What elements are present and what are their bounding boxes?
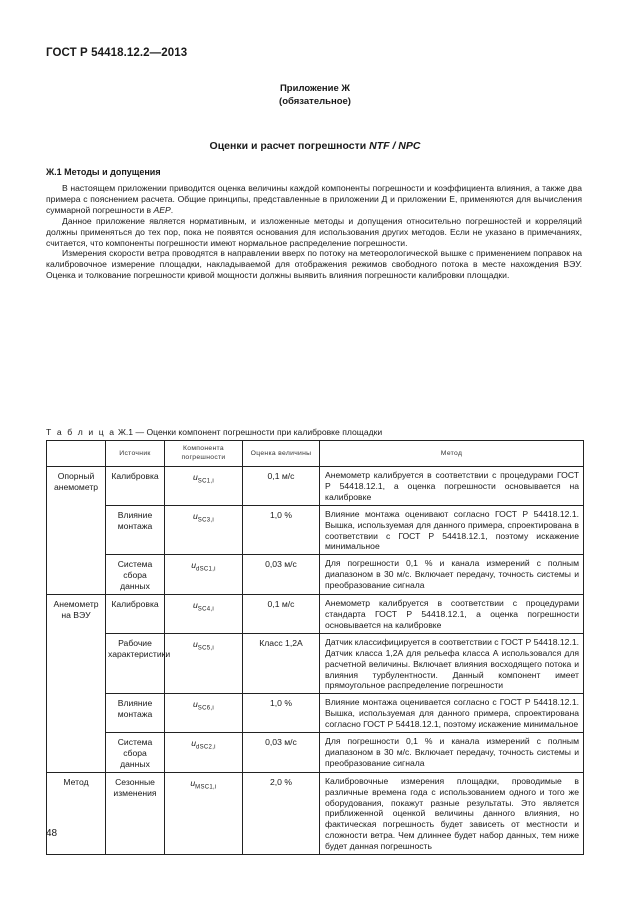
source-cell: Рабочие характеристики <box>106 633 165 694</box>
header-component: Компонента погрешности <box>165 441 243 467</box>
symbol-cell: $u_{SC6,i}$ <box>165 694 243 733</box>
symbol-cell: $u_{MSC1,i}$ <box>165 772 243 854</box>
value-cell: 2,0 % <box>243 772 320 854</box>
table-row <box>47 467 584 506</box>
source-cell: Калибровка <box>106 467 165 506</box>
source-cell: Калибровка <box>106 595 165 634</box>
value-cell: 0,1 м/с <box>243 595 320 634</box>
uncertainty-table <box>46 440 584 855</box>
method-cell: Калибровочные измерения площадки, проводимые в различные времена года с использованием одного и того же оборудования, покажут разные результаты. Это является приближенной оценкой величины данного влияния, но фактическая погрешность будет зависеть от местности и сложности ветра. Чем длиннее будет набор данных, тем ниже будет данная погрешность <box>320 772 584 854</box>
table-header-row <box>47 441 584 467</box>
header-method: Метод <box>320 441 584 467</box>
symbol-cell: $u_{SC4,i}$ <box>165 595 243 634</box>
header-estimate: Оценка величины <box>243 441 320 467</box>
symbol-cell: $u_{dSC2,i}$ <box>165 733 243 773</box>
table-row <box>47 595 584 634</box>
paragraph: Данное приложение является нормативным, и изложенные методы и допущения относительно погрешностей и корреляций должны применяться до тех пор, пока не появятся основания для использования других методов. Если не указано в примечаниях, считается, что компоненты погрешности имеют нормальное распределение погрешности. <box>46 215 582 248</box>
group-cell: Опорный анемометр <box>47 467 106 595</box>
method-cell: Датчик классифицируется в соответствии с ГОСТ Р 54418.12.1. Датчик класса 1,2А для рельефа класса А использовался для расчетной величины. Включает влияния восходящего потока и влияния турбулентности. Данный компонент имеет прямоугольное распределение погрешности <box>320 633 584 694</box>
method-cell: Анемометр калибруется в соответствии с процедурами ГОСТ Р 54418.12.1, а оценка погрешности основывается на калибровке <box>320 467 584 506</box>
value-cell: 0,03 м/с <box>243 555 320 595</box>
table-caption <box>46 427 382 437</box>
source-cell: Сезонные изменения <box>106 772 165 854</box>
value-cell: 0,03 м/с <box>243 733 320 773</box>
group-cell: Анемометр на ВЭУ <box>47 595 106 773</box>
annex-title: Приложение Ж <box>279 83 351 94</box>
symbol-cell: $u_{SC1,i}$ <box>165 467 243 506</box>
page-title <box>0 140 630 152</box>
table-caption-text: Ж.1 — Оценки компонент погрешности при калибровке площадки <box>115 427 383 437</box>
header-source: Источник <box>106 441 165 467</box>
source-cell: Влияние монтажа <box>106 694 165 733</box>
method-cell: Влияние монтажа оценивают согласно ГОСТ Р 54418.12.1. Вышка, используемая для данного примера, спроектирована в соответствии с ГОСТ Р 54418.12.1, поэтому искажение минимальное <box>320 505 584 555</box>
method-cell: Для погрешности 0,1 % и канала измерений с полным диапазоном в 30 м/с. Включает передачу, точность системы и преобразование сигнала <box>320 733 584 773</box>
source-cell: Влияние монтажа <box>106 505 165 555</box>
table-row <box>47 505 584 555</box>
annex-heading <box>0 82 630 108</box>
page-title-text: Оценки и расчет погрешности <box>209 140 370 152</box>
symbol-cell: $u_{SC3,i}$ <box>165 505 243 555</box>
section-heading: Ж.1 Методы и допущения <box>46 167 161 177</box>
source-cell: Система сбора данных <box>106 555 165 595</box>
table-row <box>47 555 584 595</box>
method-cell: Для погрешности 0,1 % и канала измерений с полным диапазоном в 30 м/с. Включает передачу, точность системы и преобразование сигнала <box>320 555 584 595</box>
table-row <box>47 633 584 694</box>
method-cell: Влияние монтажа оценивается согласно с ГОСТ Р 54418.12.1. Вышка, используемая для данного примера, спроектирована согласно ГОСТ Р 54418.12.1, поэтому искажение минимальное <box>320 694 584 733</box>
table-row <box>47 733 584 773</box>
symbol-cell: $u_{dSC1,i}$ <box>165 555 243 595</box>
table-row <box>47 772 584 854</box>
value-cell: 0,1 м/с <box>243 467 320 506</box>
paragraph: Измерения скорости ветра проводятся в направлении вверх по потоку на метеорологической вышке с применением поправок на калибровочное измерение площадки, накладываемой для отображения режимов свободного потока в месте нахождения ВЭУ. Оценка и толкование погрешности кривой мощности должны выявить влияния погрешности калибровки площадки. <box>46 248 582 281</box>
annex-subtitle: (обязательное) <box>279 96 351 107</box>
group-cell: Метод <box>47 772 106 854</box>
page-number: 48 <box>46 828 58 839</box>
body-text <box>46 183 582 281</box>
paragraph: В настоящем приложении приводится оценка величины каждой компоненты погрешности и коэффициента влияния, а также два примера с пояснением расчета. Общие принципы, представленные в приложении Д и приложении Е, применяются для вычисления суммарной погрешности в AEP. <box>46 183 582 215</box>
value-cell: Класс 1,2А <box>243 633 320 694</box>
table-caption-prefix: Т а б л и ц а <box>46 427 116 437</box>
value-cell: 1,0 % <box>243 694 320 733</box>
table-row <box>47 694 584 733</box>
symbol-cell: $u_{SC5,i}$ <box>165 633 243 694</box>
value-cell: 1,0 % <box>243 505 320 555</box>
page-title-italic: NTF / NPC <box>369 140 421 152</box>
document-code: ГОСТ Р 54418.12.2—2013 <box>46 47 188 59</box>
header-group <box>47 441 106 467</box>
source-cell: Система сбора данных <box>106 733 165 773</box>
method-cell: Анемометр калибруется в соответствии с процедурами стандарта ГОСТ Р 54418.12.1, а оценка погрешности основывается на калибровке <box>320 595 584 634</box>
